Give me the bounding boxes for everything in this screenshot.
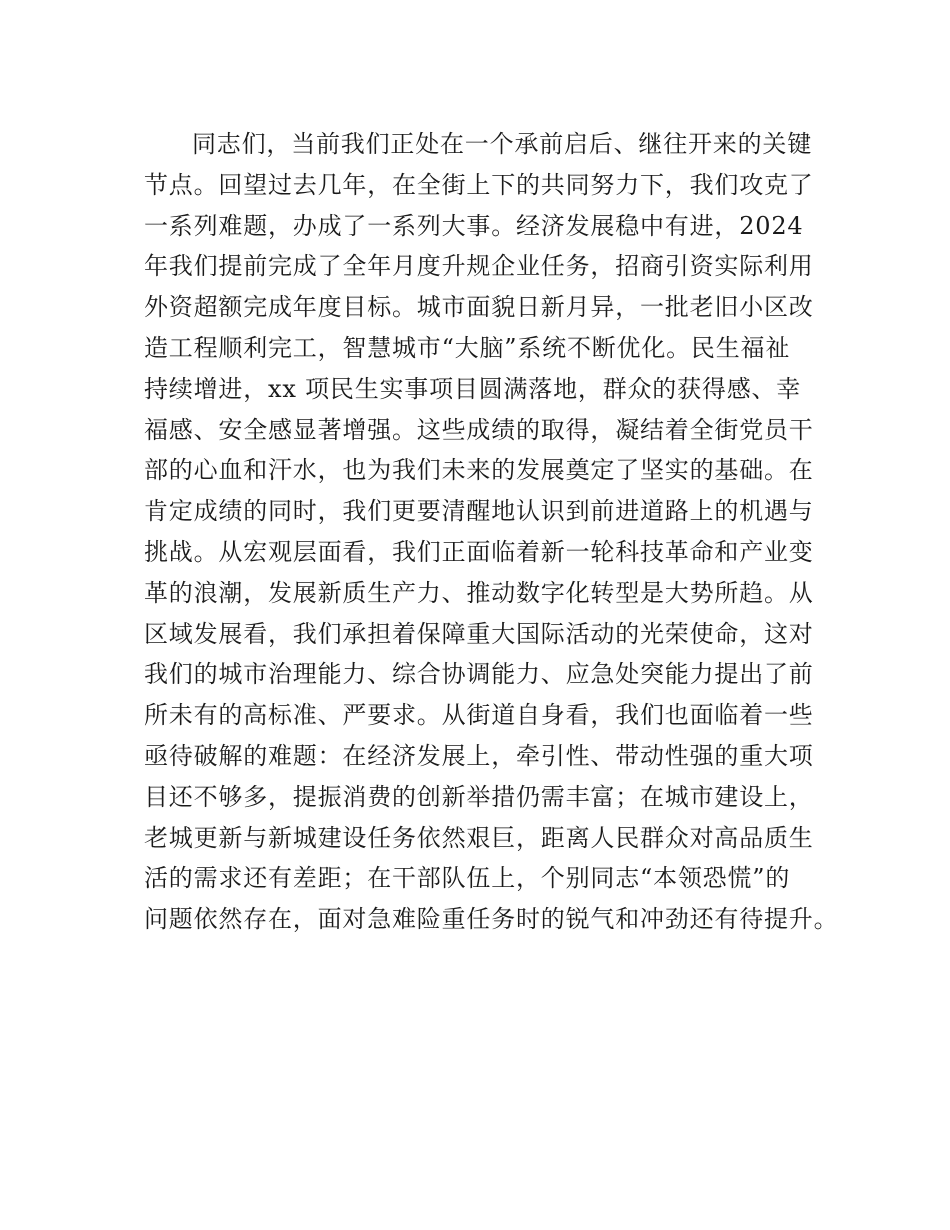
paragraph-line: 一系列难题，办成了一系列大事。经济发展稳中有进，2024 xyxy=(144,211,804,240)
paragraph-line: 问题依然存在，面对急难险重任务时的锐气和冲劲还有待提升。 xyxy=(144,905,839,934)
body-paragraph xyxy=(144,124,844,940)
paragraph-line: 节点。回望过去几年，在全街上下的共同努力下，我们攻克了 xyxy=(144,170,814,199)
paragraph-line: 老城更新与新城建设任务依然艰巨，距离人民群众对高品质生 xyxy=(144,823,814,852)
paragraph-line: 区域发展看，我们承担着保障重大国际活动的光荣使命，这对 xyxy=(144,619,814,648)
paragraph-line: 福感、安全感显著增强。这些成绩的取得，凝结着全街党员干 xyxy=(144,415,814,444)
paragraph-line: 挑战。从宏观层面看，我们正面临着新一轮科技革命和产业变 xyxy=(144,537,814,566)
paragraph-line: 同志们，当前我们正处在一个承前启后、继往开来的关键 xyxy=(192,130,812,158)
paragraph-line: 所未有的高标准、严要求。从街道自身看，我们也面临着一些 xyxy=(144,701,814,730)
paragraph-line: 目还不够多，提振消费的创新举措仍需丰富；在城市建设上， xyxy=(144,782,814,811)
paragraph-line: 造工程顺利完工，智慧城市“大脑”系统不断优化。民生福祉 xyxy=(144,333,791,362)
paragraph-line: 活的需求还有差距；在干部队伍上，个别同志“本领恐慌”的 xyxy=(144,864,791,893)
paragraph-line: 肯定成绩的同时，我们更要清醒地认识到前进道路上的机遇与 xyxy=(144,497,814,526)
paragraph-line: 亟待破解的难题：在经济发展上，牵引性、带动性强的重大项 xyxy=(144,741,814,770)
paragraph-line: 革的浪潮，发展新质生产力、推动数字化转型是大势所趋。从 xyxy=(144,578,814,607)
paragraph-line: 持续增进，xx 项民生实事项目圆满落地，群众的获得感、幸 xyxy=(144,374,802,403)
paragraph-line: 部的心血和汗水，也为我们未来的发展奠定了坚实的基础。在 xyxy=(144,456,814,485)
paragraph-line: 外资超额完成年度目标。城市面貌日新月异，一批老旧小区改 xyxy=(144,293,814,322)
paragraph-line: 我们的城市治理能力、综合协调能力、应急处突能力提出了前 xyxy=(144,660,814,689)
paragraph-line: 年我们提前完成了全年月度升规企业任务，招商引资实际利用 xyxy=(144,252,814,281)
